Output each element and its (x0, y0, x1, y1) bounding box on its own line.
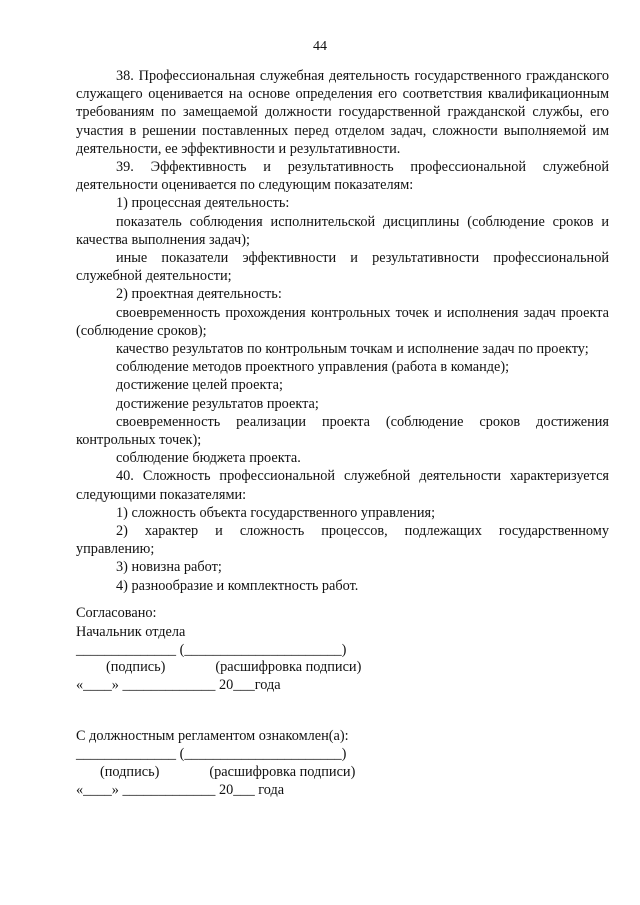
paragraph-40: 40. Сложность профессиональной служебной деятельности характеризуется следующими показателями: (76, 468, 609, 503)
list-item: 4) разнообразие и комплектность работ. (116, 577, 359, 594)
list-item: 1) сложность объекта государственного управления; (116, 504, 436, 521)
list-item: достижение целей проекта; (116, 377, 283, 394)
list-item: своевременность реализации проекта (соблюдение сроков достижения контрольных точек); (76, 413, 609, 449)
acknowledgement-heading: С должностным регламентом ознакомлен(а): (76, 728, 349, 744)
list-item: 3) новизна работ; (116, 559, 222, 576)
paragraph-39: 39. Эффективность и результативность профессиональной служебной деятельности оценивается по следующим показателям: (76, 159, 609, 194)
list-item: соблюдение бюджета проекта. (116, 450, 301, 467)
page-number: 44 (313, 39, 327, 54)
approval-heading: Согласовано: (76, 605, 157, 621)
list-item: иные показатели эффективности и результативности профессиональной служебной деятельности; (76, 250, 609, 285)
acknowledgement-signature-line: ______________ (______________________) (76, 746, 347, 762)
list-item: 1) процессная деятельность: (116, 195, 290, 212)
list-item: 2) проектная деятельность: (116, 286, 282, 303)
acknowledgement-signature-captions: (подпись) (расшифровка подписи) (100, 764, 356, 780)
acknowledgement-date-line: «____» _____________ 20___ года (76, 782, 285, 798)
list-item: 2) характер и сложность процессов, подлежащих государственному управлению; (76, 523, 609, 558)
list-item: качество результатов по контрольным точкам и исполнение задач по проекту; (116, 341, 589, 358)
regulation-body (76, 67, 609, 595)
approval-signature-line: ______________ (______________________) (76, 642, 347, 658)
approval-signature-captions: (подпись) (расшифровка подписи) (106, 659, 362, 675)
paragraph-38: 38. Профессиональная служебная деятельность государственного гражданского служащего оценивается на основе определения его соответствия квалификационным требованиям по замещаемой должности государственной гражданской службы, его участия в решении поставленных перед отделом задач, сложности выполняемой им деятельности, ее эффективности и результативности. (76, 68, 609, 157)
list-item: соблюдение методов проектного управления (работа в команде); (116, 359, 510, 376)
list-item: показатель соблюдения исполнительской дисциплины (соблюдение сроков и качества выполнения задач); (76, 213, 609, 248)
list-item: своевременность прохождения контрольных точек и исполнения задач проекта (соблюдение сроков); (76, 304, 609, 339)
approval-position: Начальник отдела (76, 624, 186, 640)
list-item: достижение результатов проекта; (116, 395, 319, 412)
approval-date-line: «____» _____________ 20___года (76, 677, 281, 693)
